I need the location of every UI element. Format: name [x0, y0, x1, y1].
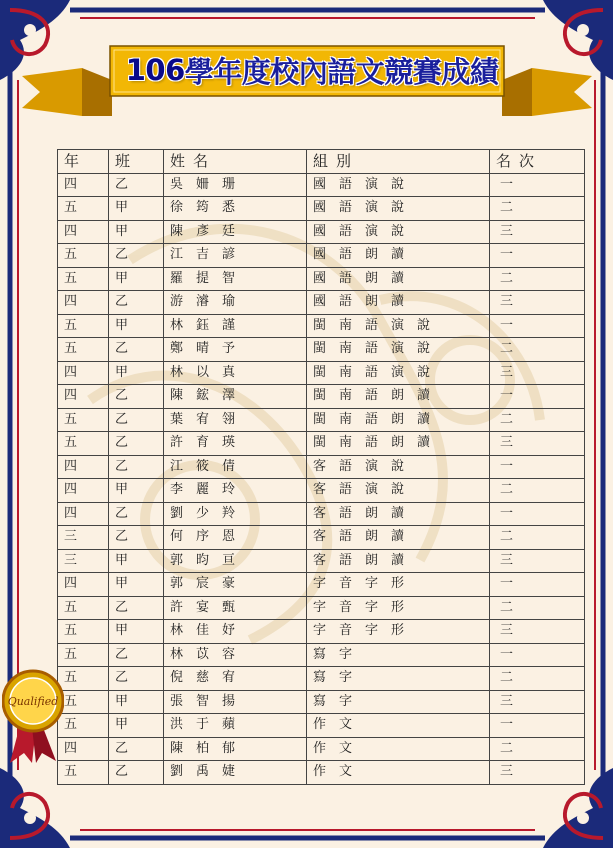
table-row	[58, 432, 585, 456]
cell-rank: 一	[490, 385, 585, 409]
cell-grade: 四	[58, 361, 109, 385]
table-row	[58, 761, 585, 785]
table-row	[58, 338, 585, 362]
qualified-badge	[2, 665, 64, 765]
cell-name: 倪慈宥	[164, 667, 307, 691]
cell-rank: 二	[490, 408, 585, 432]
results-table	[57, 149, 585, 785]
table-row	[58, 244, 585, 268]
table-row	[58, 573, 585, 597]
table-row	[58, 596, 585, 620]
cell-name: 鄭晴予	[164, 338, 307, 362]
cell-grade: 四	[58, 385, 109, 409]
cell-category: 客語朗讀	[307, 526, 490, 550]
cell-category: 客語演說	[307, 479, 490, 503]
cell-class: 乙	[109, 432, 164, 456]
table-row	[58, 361, 585, 385]
cell-class: 乙	[109, 291, 164, 315]
cell-category: 閩南語朗讀	[307, 432, 490, 456]
cell-class: 乙	[109, 455, 164, 479]
cell-class: 甲	[109, 220, 164, 244]
cell-category: 閩南語演說	[307, 361, 490, 385]
cell-grade: 四	[58, 173, 109, 197]
cell-category: 寫字	[307, 643, 490, 667]
cell-name: 張智揚	[164, 690, 307, 714]
cell-rank: 三	[490, 761, 585, 785]
cell-category: 國語演說	[307, 220, 490, 244]
cell-class: 甲	[109, 361, 164, 385]
table-row	[58, 220, 585, 244]
cell-rank: 二	[490, 338, 585, 362]
cell-rank: 三	[490, 549, 585, 573]
header-name: 姓名	[164, 150, 307, 174]
cell-category: 作文	[307, 737, 490, 761]
cell-class: 乙	[109, 244, 164, 268]
table-row	[58, 455, 585, 479]
cell-class: 甲	[109, 197, 164, 221]
cell-rank: 二	[490, 667, 585, 691]
cell-name: 陳鋐澤	[164, 385, 307, 409]
cell-grade: 五	[58, 432, 109, 456]
cell-class: 甲	[109, 573, 164, 597]
cell-class: 乙	[109, 667, 164, 691]
header-class: 班	[109, 150, 164, 174]
cell-name: 吳姍珊	[164, 173, 307, 197]
cell-class: 乙	[109, 596, 164, 620]
cell-rank: 二	[490, 479, 585, 503]
cell-grade: 五	[58, 244, 109, 268]
cell-grade: 五	[58, 267, 109, 291]
cell-rank: 一	[490, 643, 585, 667]
table-row	[58, 549, 585, 573]
cell-category: 閩南語演說	[307, 338, 490, 362]
cell-name: 許育瑛	[164, 432, 307, 456]
cell-name: 林鈺謹	[164, 314, 307, 338]
title-label: 學年度校內語文競賽成績	[184, 54, 499, 89]
cell-grade: 三	[58, 549, 109, 573]
cell-category: 國語朗讀	[307, 267, 490, 291]
cell-class: 甲	[109, 714, 164, 738]
cell-category: 字音字形	[307, 573, 490, 597]
cell-class: 甲	[109, 690, 164, 714]
cell-class: 乙	[109, 526, 164, 550]
cell-grade: 四	[58, 455, 109, 479]
cell-rank: 二	[490, 737, 585, 761]
table-row	[58, 197, 585, 221]
cell-category: 閩南語朗讀	[307, 385, 490, 409]
table-row	[58, 267, 585, 291]
cell-name: 郭宸豪	[164, 573, 307, 597]
cell-class: 甲	[109, 620, 164, 644]
table-row	[58, 173, 585, 197]
cell-name: 江吉諺	[164, 244, 307, 268]
cell-grade: 五	[58, 338, 109, 362]
header-grade: 年	[58, 150, 109, 174]
cell-grade: 五	[58, 620, 109, 644]
cell-category: 國語朗讀	[307, 291, 490, 315]
cell-category: 寫字	[307, 690, 490, 714]
cell-grade: 三	[58, 526, 109, 550]
cell-name: 羅提智	[164, 267, 307, 291]
cell-rank: 一	[490, 244, 585, 268]
cell-class: 乙	[109, 643, 164, 667]
table-row	[58, 408, 585, 432]
cell-name: 陳彥廷	[164, 220, 307, 244]
title-year: 106	[125, 53, 185, 87]
cell-grade: 四	[58, 479, 109, 503]
cell-rank: 一	[490, 314, 585, 338]
cell-rank: 二	[490, 267, 585, 291]
cell-category: 客語朗讀	[307, 502, 490, 526]
cell-category: 國語演說	[307, 197, 490, 221]
cell-grade: 四	[58, 573, 109, 597]
table-row	[58, 737, 585, 761]
cell-grade: 四	[58, 502, 109, 526]
cell-rank: 一	[490, 573, 585, 597]
table-row	[58, 620, 585, 644]
cell-rank: 一	[490, 714, 585, 738]
cell-category: 閩南語朗讀	[307, 408, 490, 432]
cell-grade: 五	[58, 596, 109, 620]
cell-grade: 五	[58, 197, 109, 221]
cell-rank: 二	[490, 596, 585, 620]
cell-class: 乙	[109, 338, 164, 362]
page-title	[112, 48, 512, 92]
cell-grade: 五	[58, 690, 109, 714]
cell-rank: 三	[490, 291, 585, 315]
cell-name: 葉宥翎	[164, 408, 307, 432]
cell-rank: 三	[490, 220, 585, 244]
cell-category: 國語演說	[307, 173, 490, 197]
cell-category: 字音字形	[307, 620, 490, 644]
cell-name: 劉禹婕	[164, 761, 307, 785]
cell-rank: 一	[490, 502, 585, 526]
cell-rank: 三	[490, 432, 585, 456]
table-row	[58, 526, 585, 550]
table-row	[58, 690, 585, 714]
results-table-container	[57, 149, 584, 786]
cell-name: 許宴甄	[164, 596, 307, 620]
cell-name: 游濬瑜	[164, 291, 307, 315]
cell-class: 甲	[109, 267, 164, 291]
cell-name: 林以真	[164, 361, 307, 385]
cell-class: 甲	[109, 314, 164, 338]
cell-grade: 四	[58, 291, 109, 315]
badge-label: Qualified	[7, 695, 59, 708]
cell-grade: 五	[58, 408, 109, 432]
cell-rank: 二	[490, 197, 585, 221]
cell-rank: 三	[490, 620, 585, 644]
header-category: 組別	[307, 150, 490, 174]
cell-category: 客語朗讀	[307, 549, 490, 573]
cell-name: 江筱倩	[164, 455, 307, 479]
cell-name: 徐筠悉	[164, 197, 307, 221]
table-row	[58, 667, 585, 691]
cell-name: 李麗玲	[164, 479, 307, 503]
cell-category: 作文	[307, 714, 490, 738]
cell-class: 乙	[109, 408, 164, 432]
cell-name: 劉少羚	[164, 502, 307, 526]
header-row	[58, 150, 585, 174]
cell-grade: 五	[58, 714, 109, 738]
cell-name: 郭昀亘	[164, 549, 307, 573]
cell-rank: 三	[490, 361, 585, 385]
cell-name: 陳柏郁	[164, 737, 307, 761]
cell-name: 何序恩	[164, 526, 307, 550]
cell-grade: 四	[58, 220, 109, 244]
cell-class: 甲	[109, 549, 164, 573]
cell-class: 乙	[109, 502, 164, 526]
table-row	[58, 714, 585, 738]
cell-category: 閩南語演說	[307, 314, 490, 338]
cell-name: 林佳妤	[164, 620, 307, 644]
cell-class: 乙	[109, 173, 164, 197]
table-row	[58, 314, 585, 338]
cell-name: 洪于蘋	[164, 714, 307, 738]
cell-grade: 五	[58, 761, 109, 785]
cell-category: 字音字形	[307, 596, 490, 620]
cell-category: 作文	[307, 761, 490, 785]
cell-class: 甲	[109, 479, 164, 503]
cell-category: 國語朗讀	[307, 244, 490, 268]
cell-category: 寫字	[307, 667, 490, 691]
table-row	[58, 385, 585, 409]
cell-category: 客語演說	[307, 455, 490, 479]
cell-name: 林苡容	[164, 643, 307, 667]
cell-grade: 五	[58, 643, 109, 667]
table-row	[58, 502, 585, 526]
header-rank: 名次	[490, 150, 585, 174]
table-row	[58, 479, 585, 503]
cell-grade: 四	[58, 737, 109, 761]
table-row	[58, 291, 585, 315]
cell-class: 乙	[109, 737, 164, 761]
cell-rank: 一	[490, 173, 585, 197]
cell-rank: 三	[490, 690, 585, 714]
cell-grade: 五	[58, 314, 109, 338]
cell-rank: 二	[490, 526, 585, 550]
cell-rank: 一	[490, 455, 585, 479]
table-row	[58, 643, 585, 667]
cell-grade: 五	[58, 667, 109, 691]
cell-class: 乙	[109, 761, 164, 785]
cell-class: 乙	[109, 385, 164, 409]
